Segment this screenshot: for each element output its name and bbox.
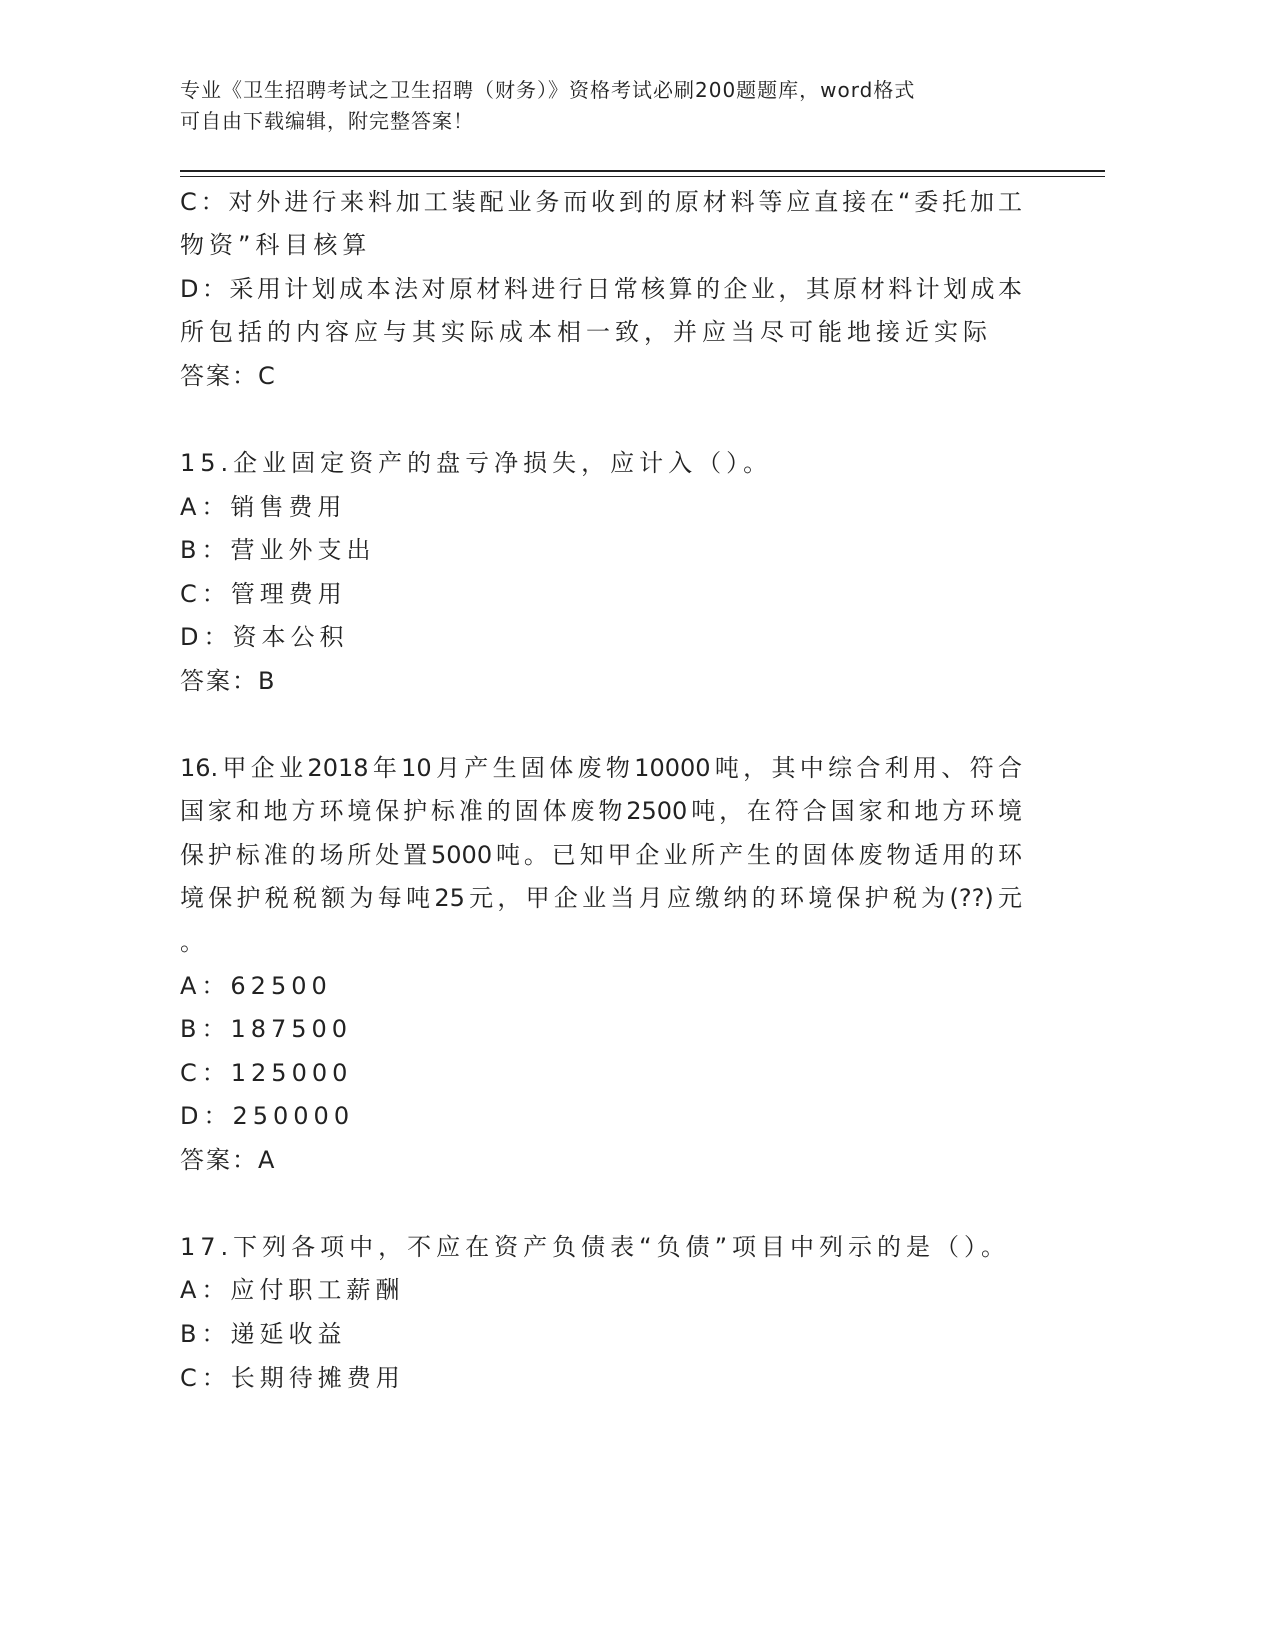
header-rule-thin <box>180 176 1105 177</box>
question-17: 17.下列各项中，不应在资产负债表“负债”项目中列示的是（）。 <box>180 1233 1011 1261</box>
question-16-line5: 。 <box>180 928 209 956</box>
option-b: B：递延收益 <box>180 1320 347 1348</box>
answer: 答案：C <box>180 362 277 390</box>
option-c-line2: 物资”科目核算 <box>180 231 372 259</box>
header-title: 专业《卫生招聘考试之卫生招聘（财务）》资格考试必刷200题题库，word格式 <box>180 78 916 102</box>
option-b: B：187500 <box>180 1015 353 1043</box>
option-d: D：250000 <box>180 1102 355 1130</box>
option-a: A：销售费用 <box>180 493 347 521</box>
option-c: C：管理费用 <box>180 580 347 608</box>
option-d: D：资本公积 <box>180 623 349 651</box>
option-a: A：62500 <box>180 972 332 1000</box>
question-16-line3: 保护标准的场所处置5000吨。已知甲企业所产生的固体废物适用的环 <box>180 841 1022 869</box>
question-16-line4: 境保护税税额为每吨25元，甲企业当月应缴纳的环境保护税为(??)元 <box>180 884 1022 912</box>
option-c: C：长期待摊费用 <box>180 1364 405 1392</box>
answer: 答案：A <box>180 1146 277 1174</box>
option-a: A：应付职工薪酬 <box>180 1276 405 1304</box>
question-16-line1: 16.甲企业2018年10月产生固体废物10000吨，其中综合利用、符合 <box>180 754 1022 782</box>
option-d-line1: D：采用计划成本法对原材料进行日常核算的企业，其原材料计划成本 <box>180 275 1022 303</box>
option-d-line2: 所包括的内容应与其实际成本相一致，并应当尽可能地接近实际 <box>180 318 992 346</box>
question-15: 15.企业固定资产的盘亏净损失，应计入（）。 <box>180 449 773 477</box>
option-c: C：125000 <box>180 1059 353 1087</box>
option-c-line1: C：对外进行来料加工装配业务而收到的原材料等应直接在“委托加工 <box>180 188 1022 216</box>
option-b: B：营业外支出 <box>180 536 376 564</box>
header-rule <box>180 170 1105 172</box>
header-subtitle: 可自由下载编辑，附完整答案！ <box>180 109 474 133</box>
question-16-line2: 国家和地方环境保护标准的固体废物2500吨，在符合国家和地方环境 <box>180 797 1022 825</box>
answer: 答案：B <box>180 667 277 695</box>
